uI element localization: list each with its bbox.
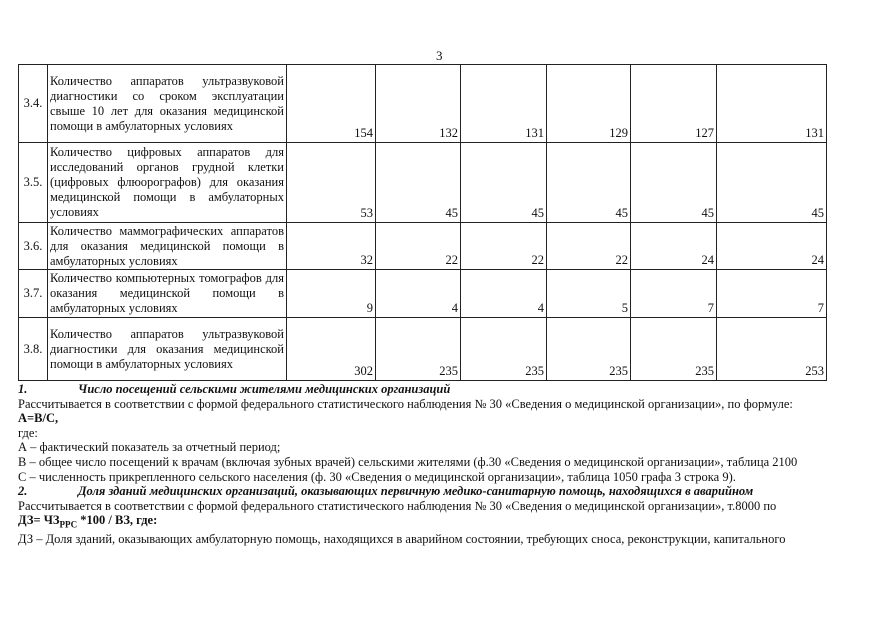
value-cell: 235 xyxy=(547,318,631,381)
formula-subscript: РРС xyxy=(59,519,78,530)
value-cell: 45 xyxy=(717,143,827,223)
calculation-note: Рассчитывается в соответствии с формой федерального статистического наблюдения № 30 «Сведения о медицинской организации», т.8000 по xyxy=(18,498,777,513)
value-cell: 235 xyxy=(631,318,717,381)
indicators-table xyxy=(18,64,827,381)
definition-line: А – фактический показатель за отчетный период; xyxy=(18,440,281,455)
section-1-heading xyxy=(18,382,868,397)
formula: А=В/С, xyxy=(18,411,59,426)
value-cell: 45 xyxy=(376,143,461,223)
section-2-heading xyxy=(18,484,868,499)
value-cell: 24 xyxy=(717,223,827,270)
section-number: 2. xyxy=(18,484,28,499)
definition-line: ДЗ – Доля зданий, оказывающих амбулаторную помощь, находящихся в аварийном состоянии, требующих сноса, реконструкции, капитального xyxy=(18,532,786,547)
value-cell: 154 xyxy=(287,65,376,143)
row-description: Количество компьютерных томографов для оказания медицинской помощи в амбулаторных условиях xyxy=(48,270,287,318)
value-cell: 45 xyxy=(547,143,631,223)
value-cell: 127 xyxy=(631,65,717,143)
table-row xyxy=(19,270,827,318)
table-row xyxy=(19,143,827,223)
row-description: Количество цифровых аппаратов для исследований органов грудной клетки (цифровых флюорографов) для оказания медицинской помощи в амбулаторных условиях xyxy=(48,143,287,223)
value-cell: 253 xyxy=(717,318,827,381)
value-cell: 5 xyxy=(547,270,631,318)
definition-line: В – общее число посещений к врачам (включая зубных врачей) сельскими жителями (ф.30 «Сведения о медицинской организации», таблица 2100 xyxy=(18,454,798,469)
value-cell: 131 xyxy=(717,65,827,143)
definition-line: С – численность прикрепленного сельского населения (ф. 30 «Сведения о медицинской организации», таблица 1050 графа 3 строка 9). xyxy=(18,469,736,484)
value-cell: 132 xyxy=(376,65,461,143)
section-number: 1. xyxy=(18,382,28,396)
calculation-note: Рассчитывается в соответствии с формой федерального статистического наблюдения № 30 «Сведения о медицинской организации», по формуле: xyxy=(18,396,793,411)
value-cell: 7 xyxy=(717,270,827,318)
value-cell: 131 xyxy=(461,65,547,143)
value-cell: 9 xyxy=(287,270,376,318)
table-row xyxy=(19,223,827,270)
section-title: Число посещений сельскими жителями медицинских организаций xyxy=(78,382,451,396)
value-cell: 45 xyxy=(461,143,547,223)
row-number: 3.8. xyxy=(19,318,48,381)
value-cell: 22 xyxy=(461,223,547,270)
row-description: Количество аппаратов ультразвуковой диагностики со сроком эксплуатации свыше 10 лет для оказания медицинской помощи в амбулаторных условиях xyxy=(48,65,287,143)
value-cell: 53 xyxy=(287,143,376,223)
row-number: 3.7. xyxy=(19,270,48,318)
value-cell: 4 xyxy=(461,270,547,318)
formula-left: ДЗ= ЧЗ xyxy=(18,513,60,528)
value-cell: 129 xyxy=(547,65,631,143)
section-title: Доля зданий медицинских организаций, оказывающих первичную медико-санитарную помощь, находящихся в аварийном xyxy=(78,484,754,499)
value-cell: 24 xyxy=(631,223,717,270)
row-description: Количество маммографических аппаратов для оказания медицинской помощи в амбулаторных условиях xyxy=(48,223,287,270)
value-cell: 4 xyxy=(376,270,461,318)
value-cell: 45 xyxy=(631,143,717,223)
value-cell: 302 xyxy=(287,318,376,381)
where-label: где: xyxy=(18,425,38,440)
value-cell: 235 xyxy=(461,318,547,381)
page-number: 3 xyxy=(436,48,443,63)
value-cell: 22 xyxy=(376,223,461,270)
row-number: 3.5. xyxy=(19,143,48,223)
value-cell: 235 xyxy=(376,318,461,381)
table-row xyxy=(19,65,827,143)
value-cell: 22 xyxy=(547,223,631,270)
row-number: 3.6. xyxy=(19,223,48,270)
row-number: 3.4. xyxy=(19,65,48,143)
body-text xyxy=(18,382,868,547)
formula-right: *100 / ВЗ, где: xyxy=(77,513,158,528)
formula xyxy=(18,513,868,532)
value-cell: 7 xyxy=(631,270,717,318)
row-description: Количество аппаратов ультразвуковой диагностики для оказания медицинской помощи в амбулаторных условиях xyxy=(48,318,287,381)
table-row xyxy=(19,318,827,381)
value-cell: 32 xyxy=(287,223,376,270)
